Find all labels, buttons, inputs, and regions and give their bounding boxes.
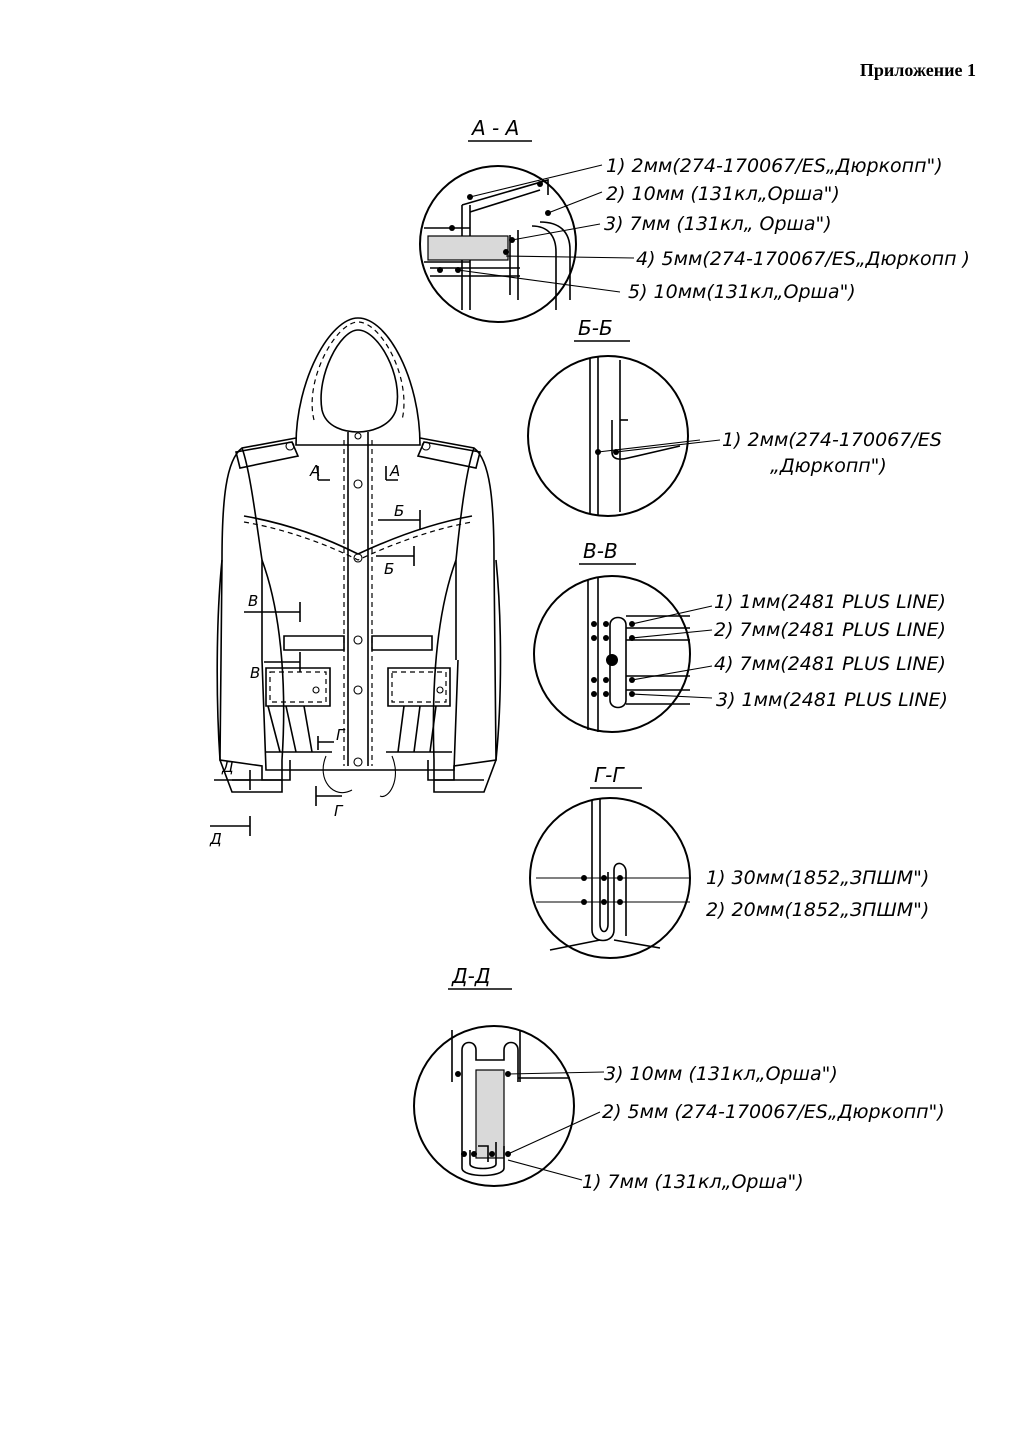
aa-callout-4: 4) 5мм(274-170067/ES„Дюркопп ) xyxy=(636,248,970,270)
dd-callout-2: 2) 5мм (274-170067/ES„Дюркопп") xyxy=(602,1101,945,1123)
vv-callout-2: 2) 7мм(2481 PLUS LINE) xyxy=(714,619,946,641)
bb-callout-2: „Дюркопп") xyxy=(770,455,887,477)
gg-callout-2: 2) 20мм(1852„ЗПШМ") xyxy=(706,899,930,921)
dd-callout-1: 1) 7мм (131кл„Орша") xyxy=(582,1171,804,1193)
appendix-label: Приложение 1 xyxy=(859,60,976,80)
mark-b-upper: Б xyxy=(394,502,405,520)
section-gg xyxy=(530,763,929,958)
section-bb xyxy=(528,316,942,516)
bb-callout-1: 1) 2мм(274-170067/ES xyxy=(722,429,942,451)
aa-callout-2: 2) 10мм (131кл„Орша") xyxy=(606,183,840,205)
section-aa-title: А - А xyxy=(472,116,520,140)
aa-interlining xyxy=(428,236,508,260)
section-bb-title: Б-Б xyxy=(578,316,613,340)
aa-callout-5: 5) 10мм(131кл„Орша") xyxy=(628,281,856,303)
dd-callout-3: 3) 10мм (131кл„Орша") xyxy=(604,1063,838,1085)
section-vv-title: В-В xyxy=(583,539,618,563)
mark-d-upper: Д xyxy=(222,758,234,776)
mark-v-upper: В xyxy=(248,592,259,610)
vv-callout-1: 1) 1мм(2481 PLUS LINE) xyxy=(714,591,946,613)
section-vv xyxy=(534,539,948,732)
section-dd xyxy=(414,964,945,1193)
mark-d-lower: Д xyxy=(210,830,222,848)
vv-callout-4: 4) 7мм(2481 PLUS LINE) xyxy=(714,653,946,675)
vv-callout-3: 3) 1мм(2481 PLUS LINE) xyxy=(716,689,948,711)
section-gg-title: Г-Г xyxy=(594,763,624,787)
hood-opening xyxy=(321,330,397,432)
section-aa xyxy=(420,116,970,322)
aa-callout-1: 1) 2мм(274-170067/ES„Дюркопп") xyxy=(606,155,943,177)
mark-a-right: А xyxy=(390,462,401,480)
mark-g-upper: Г xyxy=(336,726,345,744)
gg-callout-1: 1) 30мм(1852„ЗПШМ") xyxy=(706,867,930,889)
section-dd-title: Д-Д xyxy=(452,964,491,988)
mark-v-lower: В xyxy=(250,664,261,682)
jacket-sketch xyxy=(209,318,501,848)
mark-b-lower: Б xyxy=(384,560,395,578)
section-bb-circle xyxy=(528,356,688,516)
aa-callout-3: 3) 7мм (131кл„ Орша") xyxy=(604,213,832,235)
dd-interlining xyxy=(476,1070,504,1158)
mark-a-left: А xyxy=(310,462,321,480)
mark-g-lower: Г xyxy=(334,802,343,820)
